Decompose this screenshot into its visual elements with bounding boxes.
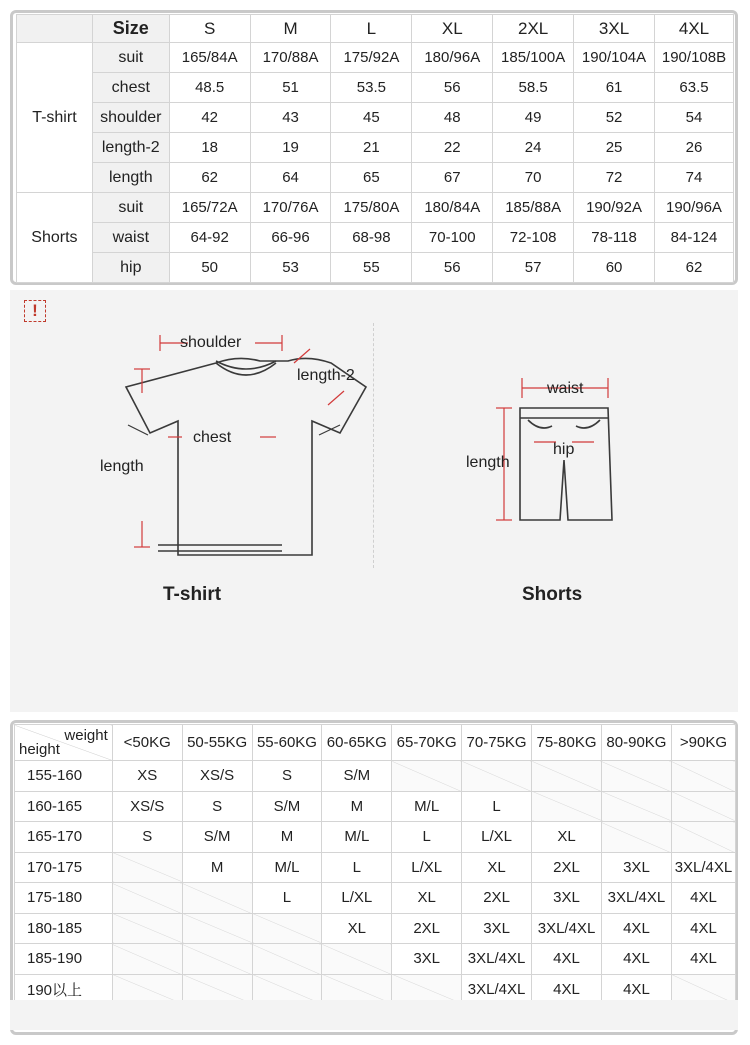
size-value-cell: 62 <box>169 163 250 193</box>
recommended-size-cell <box>392 761 462 792</box>
size-value-cell: 48 <box>412 103 493 133</box>
recommended-size-cell <box>532 791 602 822</box>
tshirt-size-row <box>17 103 734 133</box>
height-range-label: 180-185 <box>15 913 113 944</box>
height-row <box>15 822 736 853</box>
size-value-cell: 68-98 <box>331 223 412 253</box>
size-column-header: 3XL <box>574 15 655 43</box>
height-row <box>15 791 736 822</box>
recommended-size-cell <box>182 913 252 944</box>
measure-label: length-2 <box>92 133 169 163</box>
bottom-strip <box>10 1000 738 1030</box>
weight-column-header: 50-55KG <box>182 725 252 761</box>
tshirt-size-row <box>17 73 734 103</box>
size-value-cell: 58.5 <box>493 73 574 103</box>
measure-label: shoulder <box>92 103 169 133</box>
size-value-cell: 62 <box>655 253 734 283</box>
height-range-label: 175-180 <box>15 883 113 914</box>
recommended-size-cell: S <box>182 791 252 822</box>
height-weight-corner <box>15 725 113 761</box>
measure-label: length <box>92 163 169 193</box>
size-value-cell: 72 <box>574 163 655 193</box>
size-value-cell: 25 <box>574 133 655 163</box>
recommended-size-cell: 4XL <box>671 944 735 975</box>
size-value-cell: 61 <box>574 73 655 103</box>
recommended-size-cell: 4XL <box>671 883 735 914</box>
recommended-size-cell: L <box>322 852 392 883</box>
recommended-size-cell <box>112 944 182 975</box>
measure-label: hip <box>92 253 169 283</box>
size-column-header: L <box>331 15 412 43</box>
recommended-size-cell <box>112 913 182 944</box>
size-value-cell: 19 <box>250 133 331 163</box>
size-value-cell: 21 <box>331 133 412 163</box>
size-value-cell: 180/96A <box>412 43 493 73</box>
size-value-cell: 74 <box>655 163 734 193</box>
tshirt-chest-label: chest <box>193 429 232 446</box>
size-value-cell: 190/104A <box>574 43 655 73</box>
recommended-size-cell: XL <box>322 913 392 944</box>
size-value-cell: 64-92 <box>169 223 250 253</box>
size-value-cell: 78-118 <box>574 223 655 253</box>
recommended-size-cell: S/M <box>252 791 322 822</box>
size-value-cell: 45 <box>331 103 412 133</box>
recommended-size-cell: 3XL/4XL <box>601 883 671 914</box>
weight-header-row <box>15 725 736 761</box>
weight-column-header: <50KG <box>112 725 182 761</box>
recommended-size-cell <box>112 852 182 883</box>
size-value-cell: 185/100A <box>493 43 574 73</box>
size-corner-cell <box>17 15 93 43</box>
height-range-label: 185-190 <box>15 944 113 975</box>
recommended-size-cell <box>252 913 322 944</box>
recommended-size-cell <box>112 883 182 914</box>
recommended-size-cell <box>671 761 735 792</box>
recommended-size-cell: L <box>462 791 532 822</box>
weight-column-header: 70-75KG <box>462 725 532 761</box>
recommended-size-cell: 3XL/4XL <box>462 974 532 1005</box>
size-value-cell: 190/96A <box>655 193 734 223</box>
recommended-size-cell: 2XL <box>462 883 532 914</box>
height-range-label: 155-160 <box>15 761 113 792</box>
warning-icon: ! <box>24 300 46 322</box>
shorts-size-row <box>17 223 734 253</box>
size-value-cell: 170/76A <box>250 193 331 223</box>
recommended-size-cell: L <box>252 883 322 914</box>
size-value-cell: 18 <box>169 133 250 163</box>
size-column-header: 4XL <box>655 15 734 43</box>
size-value-cell: 165/72A <box>169 193 250 223</box>
recommended-size-cell: 3XL <box>601 852 671 883</box>
tshirt-length-label: length <box>100 458 144 475</box>
size-value-cell: 84-124 <box>655 223 734 253</box>
size-value-cell: 55 <box>331 253 412 283</box>
size-value-cell: 185/88A <box>493 193 574 223</box>
recommended-size-cell: M/L <box>252 852 322 883</box>
height-range-label: 190以上 <box>15 974 113 1005</box>
recommended-size-cell: XL <box>532 822 602 853</box>
recommended-size-cell <box>322 944 392 975</box>
recommended-size-cell <box>252 944 322 975</box>
measure-label: waist <box>92 223 169 253</box>
recommended-size-cell: L <box>392 822 462 853</box>
size-column-header: M <box>250 15 331 43</box>
recommended-size-cell: 4XL <box>532 944 602 975</box>
size-value-cell: 22 <box>412 133 493 163</box>
size-value-cell: 70-100 <box>412 223 493 253</box>
size-value-cell: 70 <box>493 163 574 193</box>
recommended-size-cell: L/XL <box>392 852 462 883</box>
recommended-size-cell: 3XL/4XL <box>532 913 602 944</box>
size-value-cell: 165/84A <box>169 43 250 73</box>
size-value-cell: 53.5 <box>331 73 412 103</box>
size-value-cell: 170/88A <box>250 43 331 73</box>
size-value-cell: 56 <box>412 73 493 103</box>
recommended-size-cell: 3XL <box>532 883 602 914</box>
recommended-size-cell: M <box>182 852 252 883</box>
size-value-cell: 60 <box>574 253 655 283</box>
shorts-waist-label: waist <box>547 380 584 397</box>
size-value-cell: 65 <box>331 163 412 193</box>
size-value-cell: 24 <box>493 133 574 163</box>
recommended-size-cell: XS <box>112 761 182 792</box>
size-header-row <box>17 15 734 43</box>
recommended-size-cell: S/M <box>182 822 252 853</box>
tshirt-illustration <box>100 325 400 575</box>
size-value-cell: 72-108 <box>493 223 574 253</box>
size-value-cell: 190/108B <box>655 43 734 73</box>
recommended-size-cell: S/M <box>322 761 392 792</box>
recommended-size-cell: M <box>252 822 322 853</box>
recommended-size-cell: S <box>112 822 182 853</box>
measure-label: suit <box>92 43 169 73</box>
size-value-cell: 175/92A <box>331 43 412 73</box>
height-range-label: 165-170 <box>15 822 113 853</box>
shorts-size-row <box>17 193 734 223</box>
size-value-cell: 42 <box>169 103 250 133</box>
recommended-size-cell: M/L <box>322 822 392 853</box>
recommended-size-cell <box>671 791 735 822</box>
measure-label: chest <box>92 73 169 103</box>
size-label: Size <box>92 15 169 43</box>
height-axis-label: height <box>19 741 60 758</box>
recommended-size-cell <box>671 822 735 853</box>
recommended-size-cell <box>182 944 252 975</box>
size-value-cell: 180/84A <box>412 193 493 223</box>
recommended-size-cell <box>601 822 671 853</box>
recommended-size-cell <box>532 761 602 792</box>
recommended-size-cell: 3XL/4XL <box>671 852 735 883</box>
recommended-size-cell: 4XL <box>601 913 671 944</box>
recommended-size-cell: S <box>252 761 322 792</box>
shorts-hip-label: hip <box>553 441 575 458</box>
weight-column-header: 80-90KG <box>601 725 671 761</box>
height-row <box>15 852 736 883</box>
recommended-size-cell: XS/S <box>112 791 182 822</box>
recommended-size-cell: 2XL <box>532 852 602 883</box>
recommended-size-cell: 3XL/4XL <box>462 944 532 975</box>
size-value-cell: 52 <box>574 103 655 133</box>
tshirt-length2-label: length-2 <box>297 367 355 384</box>
height-range-label: 170-175 <box>15 852 113 883</box>
shorts-length-label: length <box>466 454 510 471</box>
recommended-size-cell: L/XL <box>462 822 532 853</box>
recommended-size-cell: 3XL <box>392 944 462 975</box>
recommended-size-cell <box>462 761 532 792</box>
weight-column-header: 75-80KG <box>532 725 602 761</box>
size-column-header: S <box>169 15 250 43</box>
measure-label: suit <box>92 193 169 223</box>
size-value-cell: 63.5 <box>655 73 734 103</box>
height-row <box>15 944 736 975</box>
recommended-size-cell: XL <box>392 883 462 914</box>
weight-column-header: >90KG <box>671 725 735 761</box>
size-value-cell: 190/92A <box>574 193 655 223</box>
weight-column-header: 60-65KG <box>322 725 392 761</box>
recommended-size-cell <box>601 791 671 822</box>
recommended-size-cell: 4XL <box>671 913 735 944</box>
recommended-size-cell: 4XL <box>601 944 671 975</box>
size-value-cell: 26 <box>655 133 734 163</box>
size-value-cell: 43 <box>250 103 331 133</box>
recommended-size-cell: XL <box>462 852 532 883</box>
size-column-header: 2XL <box>493 15 574 43</box>
size-value-cell: 56 <box>412 253 493 283</box>
size-value-cell: 53 <box>250 253 331 283</box>
height-range-label: 160-165 <box>15 791 113 822</box>
size-value-cell: 54 <box>655 103 734 133</box>
recommended-size-cell: 4XL <box>532 974 602 1005</box>
tshirt-size-row <box>17 133 734 163</box>
tshirt-group-label: T-shirt <box>17 43 93 193</box>
size-value-cell: 49 <box>493 103 574 133</box>
size-chart-table <box>16 14 734 283</box>
weight-column-header: 55-60KG <box>252 725 322 761</box>
tshirt-size-row <box>17 43 734 73</box>
shorts-title: Shorts <box>522 584 583 605</box>
tshirt-shoulder-label: shoulder <box>180 334 242 351</box>
recommended-size-cell: M <box>322 791 392 822</box>
recommended-size-cell: XS/S <box>182 761 252 792</box>
recommended-size-cell: 4XL <box>601 974 671 1005</box>
recommended-size-cell: 2XL <box>392 913 462 944</box>
size-value-cell: 51 <box>250 73 331 103</box>
recommended-size-cell <box>601 761 671 792</box>
height-row <box>15 883 736 914</box>
weight-axis-label: weight <box>64 727 108 744</box>
size-value-cell: 48.5 <box>169 73 250 103</box>
size-value-cell: 50 <box>169 253 250 283</box>
tshirt-size-row <box>17 163 734 193</box>
measurement-diagram <box>10 290 738 712</box>
recommended-size-cell: M/L <box>392 791 462 822</box>
height-row <box>15 913 736 944</box>
size-value-cell: 67 <box>412 163 493 193</box>
size-column-header: XL <box>412 15 493 43</box>
size-value-cell: 57 <box>493 253 574 283</box>
height-weight-table <box>14 724 736 1005</box>
weight-column-header: 65-70KG <box>392 725 462 761</box>
size-value-cell: 66-96 <box>250 223 331 253</box>
shorts-group-label: Shorts <box>17 193 93 283</box>
recommended-size-cell: L/XL <box>322 883 392 914</box>
size-value-cell: 175/80A <box>331 193 412 223</box>
tshirt-title: T-shirt <box>163 584 222 605</box>
size-value-cell: 64 <box>250 163 331 193</box>
recommended-size-cell <box>182 883 252 914</box>
shorts-size-row <box>17 253 734 283</box>
height-row <box>15 761 736 792</box>
recommended-size-cell: 3XL <box>462 913 532 944</box>
